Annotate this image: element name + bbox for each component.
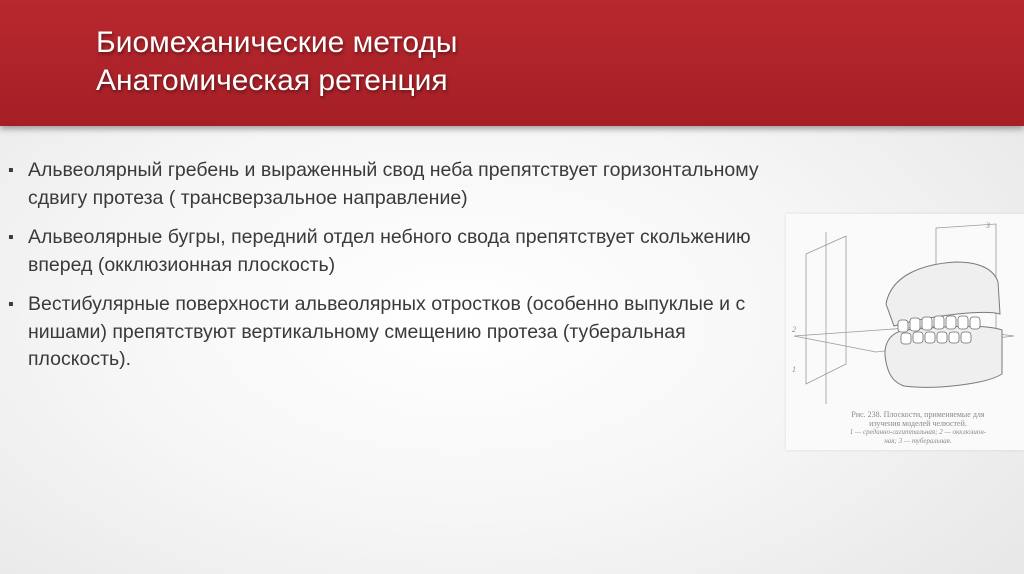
list-item [8, 157, 768, 212]
caption-line-1: Рис. 238. Плоскости, применяемые для [851, 410, 985, 419]
plane-label-2: 2 [792, 325, 796, 334]
jaw-planes-figure [786, 214, 1024, 450]
list-item-text: Альвеолярные бугры, передний отдел небного свода препятствует скольжению вперед (окклюзионная плоскость) [28, 226, 751, 276]
title-line-2: Анатомическая ретенция [96, 64, 448, 97]
slide-title [96, 24, 457, 100]
title-bar [0, 0, 1024, 126]
title-line-1: Биомеханические методы [96, 26, 458, 59]
bullet-icon: ▪ [8, 296, 14, 313]
list-item [8, 291, 768, 374]
plane-label-1: 1 [792, 365, 796, 374]
bullet-list [8, 157, 768, 386]
list-item [8, 224, 768, 279]
caption-line-2: изучения моделей челюстей. [869, 419, 967, 428]
caption-line-4: ная; 3 — туберальная. [884, 437, 952, 445]
bullet-icon: ▪ [8, 162, 14, 179]
bullet-icon: ▪ [8, 229, 14, 246]
figure-caption [816, 410, 1020, 446]
plane-label-3: 3 [986, 221, 990, 230]
caption-line-3: 1 — срединно-сагиттальная; 2 — окклюзион- [849, 428, 987, 436]
list-item-text: Вестибулярные поверхности альвеолярных отростков (особенно выпуклые и с нишами) препятствуют вертикальному смещению протеза (туберальная плоскость). [28, 293, 746, 370]
list-item-text: Альвеолярный гребень и выраженный свод неба препятствует горизонтальному сдвигу протеза ( трансверзальное направление) [28, 159, 759, 209]
